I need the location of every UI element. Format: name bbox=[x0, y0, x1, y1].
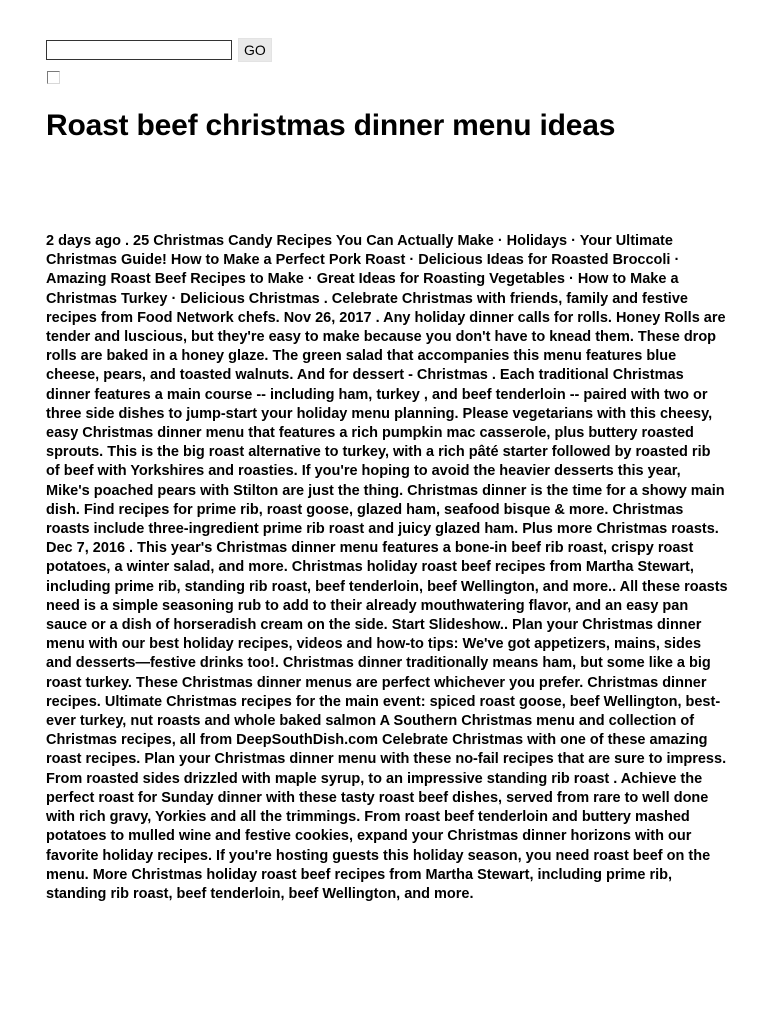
page-title: Roast beef christmas dinner menu ideas bbox=[46, 109, 616, 142]
checkbox[interactable] bbox=[47, 71, 60, 84]
search-input[interactable] bbox=[46, 40, 232, 60]
search-bar bbox=[46, 38, 272, 62]
go-button[interactable]: GO bbox=[238, 38, 272, 62]
article-body: 2 days ago . 25 Christmas Candy Recipes You Can Actually Make · Holidays · Your Ultimate Christmas Guide! How to Make a Perfect Pork Roast · Delicious Ideas for Roasted Broccoli · Amazing Roast Beef Recipes to Make · Great Ideas for Roasting Vegetables · How to Make a Christmas Turkey · Delicious Christmas . Celebrate Christmas with friends, family and festive recipes from Food Network chefs. Nov 26, 2017 . Any holiday dinner calls for rolls. Honey Rolls are tender and luscious, but they're easy to make because you don't have to knead them. These drop rolls are baked in a honey glaze. The green salad that accompanies this menu features blue cheese, pears, and toasted walnuts. And for dessert - Christmas . Each traditional Christmas dinner features a main course -- including ham, turkey , and beef tenderloin -- paired with two or three side dishes to jump-start your holiday menu planning. Please vegetarians with this cheesy, easy Christmas dinner menu that features a rich pumpkin mac casserole, plus buttery roasted sprouts. This is the big roast alternative to turkey, with a rich pâté starter followed by roasted rib of beef with Yorkshires and roasties. If you're hoping to avoid the heavier desserts this year, Mike's poached pears with Stilton are just the thing. Christmas dinner is the time for a showy main dish. Find recipes for prime rib, roast goose, glazed ham, seafood bisque & more. Christmas roasts include three-ingredient prime rib roast and juicy glazed ham. Plus more Christmas roasts. Dec 7, 2016 . This year's Christmas dinner menu features a bone-in beef rib roast, crispy roast potatoes, a winter salad, and more. Christmas holiday roast beef recipes from Martha Stewart, including prime rib, standing rib roast, beef tenderloin, beef Wellington, and more.. All these roasts need is a simple seasoning rub to add to their already mouthwatering flavor, and an easy pan sauce or a dish of horseradish cream on the side. Start Slideshow.. Plan your Christmas dinner menu with our best holiday recipes, videos and how-to tips: We've got appetizers, mains, sides and desserts—festive drinks too!. Christmas dinner traditionally means ham, but some like a big roast turkey. These Christmas dinner menus are perfect whichever you prefer. Christmas dinner recipes. Ultimate Christmas recipes for the main event: spiced roast goose, beef Wellington, best-ever turkey, nut roasts and whole baked salmon A Southern Christmas menu and collection of Christmas recipes, all from DeepSouthDish.com Celebrate Christmas with one of these amazing roast recipes. Plan your Christmas dinner menu with these no-fail recipes that are sure to impress. From roasted sides drizzled with maple syrup, to an impressive standing rib roast . Achieve the perfect roast for Sunday dinner with these tasty roast beef dishes, served from rare to well done with rich gravy, Yorkies and all the trimmings. From roast beef tenderloin and buttery mashed potatoes to mulled wine and festive cookies, expand your Christmas dinner horizons with our favorite holiday recipes. If you're hosting guests this holiday season, you need roast beef on the menu. More Christmas holiday roast beef recipes from Martha Stewart, including prime rib, standing rib roast, beef tenderloin, beef Wellington, and more. bbox=[46, 233, 728, 902]
